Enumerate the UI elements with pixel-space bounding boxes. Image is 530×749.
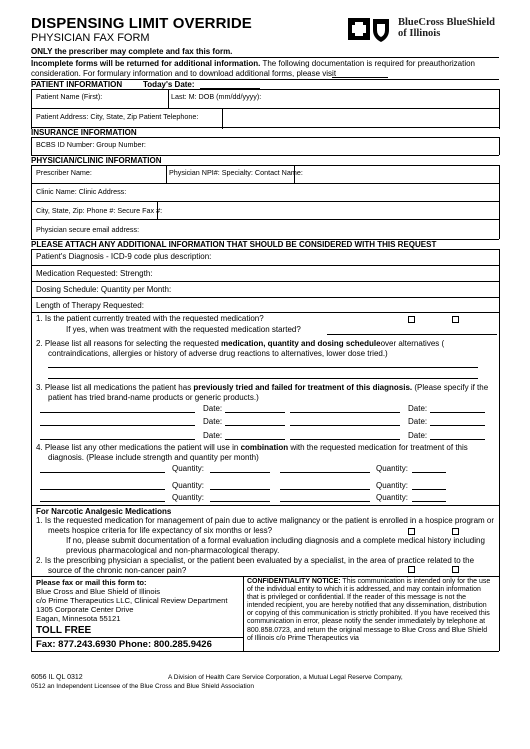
- q2-answer-line-1[interactable]: [48, 367, 478, 368]
- q4-qty-2-label: Quantity:: [172, 481, 205, 490]
- question-3-cont: patient has tried brand-name products or generic products.): [48, 393, 259, 402]
- footer-licensee: 0512 an Independent Licensee of the Blue Cross and Blue Shield Association: [31, 683, 254, 690]
- q3-date-2[interactable]: [225, 425, 285, 426]
- q3-date-1[interactable]: [225, 412, 285, 413]
- q4-med-1b[interactable]: [280, 472, 370, 473]
- q2-answer-line-2[interactable]: [48, 378, 478, 379]
- website-blank: [332, 77, 388, 78]
- q4-med-2b[interactable]: [280, 489, 370, 490]
- q4-med-3b[interactable]: [280, 501, 370, 502]
- q1-yes-checkbox[interactable]: [408, 316, 415, 323]
- narcotic-q2-yes-checkbox[interactable]: [408, 566, 415, 573]
- q3-date-1b[interactable]: [430, 412, 485, 413]
- incomplete-notice: Incomplete forms will be returned for additional information. The following documentation is required for preauthorization: [31, 59, 476, 68]
- question-4: 4. Please list any other medications the patient will use in combination with the requested medication for treatment of this: [36, 443, 468, 452]
- q4-qty-3[interactable]: [210, 501, 270, 502]
- insurance-heading: INSURANCE INFORMATION: [31, 128, 137, 137]
- q4-qty-1b[interactable]: [412, 472, 446, 473]
- footer-division: A Division of Health Care Service Corporation, a Mutual Legal Reserve Company,: [168, 674, 403, 681]
- question-1b: If yes, when was treatment with the requested medication started?: [66, 325, 301, 334]
- medication-requested-field[interactable]: Medication Requested: Strength:: [36, 269, 153, 278]
- length-of-therapy-field[interactable]: Length of Therapy Requested:: [36, 301, 144, 310]
- physician-npi-field[interactable]: Physician NPI#: Specialty: Contact Name:: [169, 168, 303, 177]
- q3-med-1b[interactable]: [290, 412, 400, 413]
- bcbs-logo-text: BlueCross BlueShield of Illinois: [398, 17, 495, 39]
- dosing-schedule-field[interactable]: Dosing Schedule: Quantity per Month:: [36, 285, 172, 294]
- form-title: DISPENSING LIMIT OVERRIDE: [31, 15, 252, 32]
- q3-med-3[interactable]: [40, 439, 195, 440]
- toll-free-label: TOLL FREE: [36, 625, 92, 636]
- confidentiality-notice: CONFIDENTIALITY NOTICE: This communication is intended only for the use of the individual entity to which it is addressed, and may contain information that is privileged or confidential. If the reader of this message is not the intended recipient, you are hereby notified that any dissemination, distribution or copying of this communication is strictly prohibited. If you have received this communication in error, please notify the sender immediately by telephone at 800.858.0723, and return the original message to Blue Cross and Blue Shield of Illinois c/o Prime Therapeutics via: [247, 578, 491, 642]
- narcotic-q1-yes-checkbox[interactable]: [408, 528, 415, 535]
- diagnosis-field[interactable]: Patient's Diagnosis - ICD-9 code plus description:: [36, 252, 212, 261]
- narcotic-q1-if-no: If no, please submit documentation of a formal evaluation including diagnosis and a complete medical history including: [66, 536, 485, 545]
- question-4-cont: diagnosis. (Please include strength and quantity per month): [48, 453, 259, 462]
- q3-med-3b[interactable]: [290, 439, 400, 440]
- question-3: 3. Please list all medications the patient has previously tried and failed for treatment of this diagnosis. (Please specify if the: [36, 383, 489, 392]
- q4-qty-2[interactable]: [210, 489, 270, 490]
- q4-qty-3b-label: Quantity:: [376, 493, 409, 502]
- patient-last-dob-field[interactable]: Last: M: DOB (mm/dd/yyyy):: [171, 92, 262, 101]
- q3-med-2b[interactable]: [290, 425, 400, 426]
- q3-date-3b-label: Date:: [408, 431, 428, 440]
- fax-address: Blue Cross and Blue Shield of Illinois c/o Prime Therapeutics LLC, Clinical Review Department 1305 Corporate Center Drive Eagan, Minnesota 55121: [36, 587, 228, 623]
- q3-date-2-label: Date:: [203, 417, 223, 426]
- q4-qty-1b-label: Quantity:: [376, 464, 409, 473]
- q4-med-1[interactable]: [40, 472, 165, 473]
- q4-qty-2b[interactable]: [412, 489, 446, 490]
- patient-address-field[interactable]: Patient Address: City, State, Zip Patient Telephone:: [36, 112, 199, 121]
- question-2: 2. Please list all reasons for selecting the requested medication, quantity and dosing scheduleover alternatives (: [36, 339, 445, 348]
- clinic-name-field[interactable]: Clinic Name: Clinic Address:: [36, 187, 127, 196]
- q3-date-2b-label: Date:: [408, 417, 428, 426]
- form-subtitle: PHYSICIAN FAX FORM: [31, 32, 150, 44]
- q1-no-checkbox[interactable]: [452, 316, 459, 323]
- bcbs-id-field[interactable]: BCBS ID Number: Group Number:: [36, 140, 146, 149]
- q4-qty-1-label: Quantity:: [172, 464, 205, 473]
- prescriber-name-field[interactable]: Prescriber Name:: [36, 168, 92, 177]
- q3-date-1b-label: Date:: [408, 404, 428, 413]
- fax-heading: Please fax or mail this form to:: [36, 578, 147, 587]
- q3-date-3b[interactable]: [430, 439, 485, 440]
- narcotic-q2-cont: source of the chronic non-cancer pain?: [48, 566, 187, 575]
- patient-info-heading: PATIENT INFORMATION: [31, 80, 123, 89]
- q3-date-2b[interactable]: [430, 425, 485, 426]
- treatment-start-field[interactable]: [327, 334, 497, 335]
- question-2-cont: contraindications, allergies or history of adverse drug reactions to alternatives, lower dose tried.): [48, 349, 388, 358]
- bcbs-logo-icon: [347, 16, 393, 44]
- question-1: 1. Is the patient currently treated with the requested medication?: [36, 314, 264, 323]
- form-code: 6056 IL QL 0312: [31, 674, 83, 681]
- prescriber-notice: ONLY the prescriber may complete and fax this form.: [31, 47, 233, 56]
- narcotic-q1: 1. Is the requested medication for management of pain due to active malignancy or the patient is enrolled in a hospice program or: [36, 516, 495, 525]
- q3-date-3[interactable]: [225, 439, 285, 440]
- narcotic-heading: For Narcotic Analgesic Medications: [36, 507, 172, 516]
- narcotic-q2: 2. Is the prescribing physician a specialist, or the patient been evaluated by a specialist, in the area of practice related to the: [36, 556, 475, 565]
- narcotic-q1-cont: meets hospice criteria for life expectancy of six months or less?: [48, 526, 273, 535]
- q3-med-1[interactable]: [40, 412, 195, 413]
- q3-date-3-label: Date:: [203, 431, 223, 440]
- q4-qty-2b-label: Quantity:: [376, 481, 409, 490]
- q4-qty-1[interactable]: [210, 472, 270, 473]
- attach-heading: PLEASE ATTACH ANY ADDITIONAL INFORMATION THAT SHOULD BE CONSIDERED WITH THIS REQUEST: [31, 240, 437, 249]
- q4-med-3[interactable]: [40, 501, 165, 502]
- city-state-zip-field[interactable]: City, State, Zip: Phone #: Secure Fax #:: [36, 206, 163, 215]
- formulary-notice: consideration. For formulary information and to download additional forms, please visit: [31, 69, 337, 78]
- narcotic-q2-no-checkbox[interactable]: [452, 566, 459, 573]
- q3-med-2[interactable]: [40, 425, 195, 426]
- q4-qty-3-label: Quantity:: [172, 493, 205, 502]
- physician-heading: PHYSICIAN/CLINIC INFORMATION: [31, 156, 162, 165]
- narcotic-q1-if-no-cont: previous pharmacological and non-pharmacological therapy.: [66, 546, 280, 555]
- physician-email-field[interactable]: Physician secure email address:: [36, 225, 140, 234]
- todays-date-label: Today's Date:: [143, 80, 195, 89]
- q4-med-2[interactable]: [40, 489, 165, 490]
- patient-name-field[interactable]: Patient Name (First):: [36, 92, 103, 101]
- fax-phone-numbers: Fax: 877.243.6930 Phone: 800.285.9426: [36, 639, 212, 650]
- q3-date-1-label: Date:: [203, 404, 223, 413]
- q4-qty-3b[interactable]: [412, 501, 446, 502]
- narcotic-q1-no-checkbox[interactable]: [452, 528, 459, 535]
